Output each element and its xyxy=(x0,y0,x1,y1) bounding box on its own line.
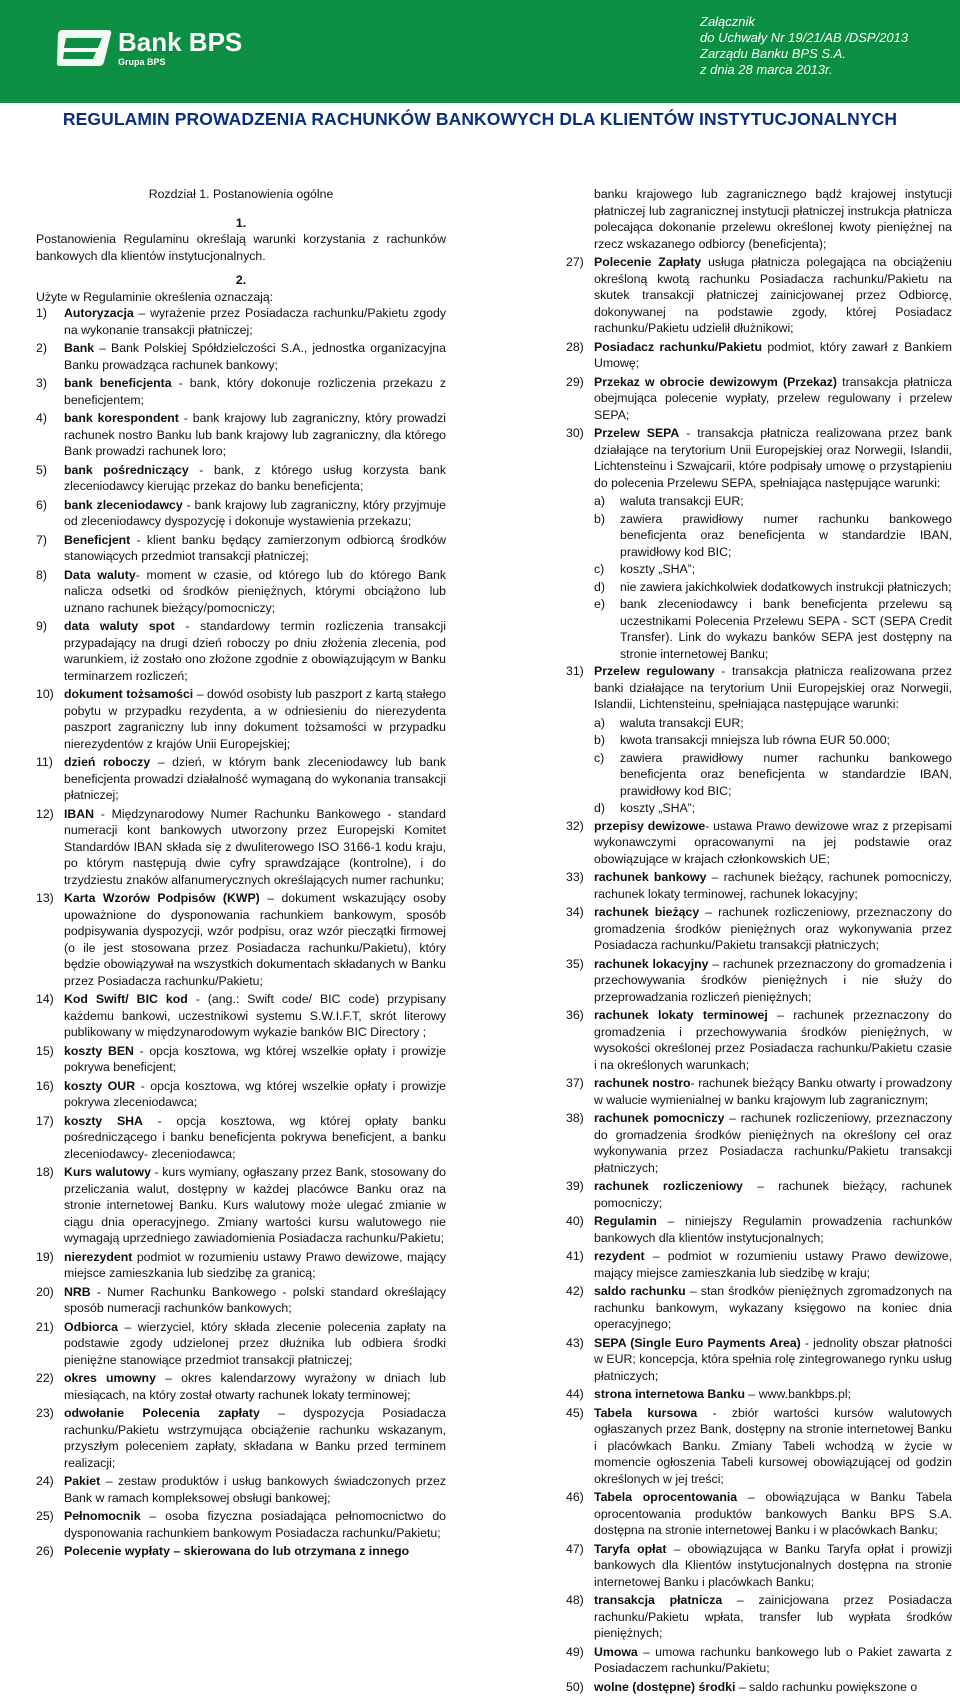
definition-text: - transakcja płatnicza realizowana przez bank działające na terytorium Unii Europejskiej oraz Norwegii, Islandii, Lichtensteinu i Szwajcarii, które podpisały umowę o przystąpieniu do polecenia Przelewu SEPA, spełniająca następujące warunki: xyxy=(594,426,952,490)
section-text: Postanowienia Regulaminu określają warunki korzystania z rachunków bankowych dla klientów instytucjonalnych. xyxy=(36,232,446,263)
definition-term: Taryfa opłat xyxy=(594,1541,667,1556)
definition-item xyxy=(36,890,446,989)
definition-text: – umowa rachunku bankowego lub o Pakiet zawarta z Posiadaczem rachunku/Pakietu; xyxy=(594,1644,952,1675)
definition-text: - opcja kosztowa, wg której opłaty banku pośredniczącego i banku beneficjenta pokrywa beneficjent, a banku zleceniodawcy- zleceniodawca; xyxy=(64,1113,446,1161)
definitions-list-left xyxy=(36,305,446,1560)
definition-item xyxy=(36,754,446,804)
sub-item-letter: a) xyxy=(594,494,605,508)
item-number: 11) xyxy=(36,755,53,769)
item-number: 30) xyxy=(566,426,584,440)
definition-term: Tabela oprocentowania xyxy=(594,1490,738,1504)
definition-text: transakcja płatnicza obejmująca polecenie wypłaty, przelew regulowany i przelew SEPA; xyxy=(594,374,952,422)
definition-item xyxy=(36,1249,446,1282)
item-number: 34) xyxy=(566,905,584,919)
sub-item xyxy=(594,750,952,800)
item-number: 43) xyxy=(566,1335,584,1350)
definition-term: Data waluty xyxy=(64,567,136,582)
definition-item xyxy=(36,806,446,889)
definition-term: rachunek bankowy xyxy=(594,870,707,884)
annex-line: Załącznik xyxy=(700,14,755,29)
item-number: 50) xyxy=(566,1679,584,1694)
definition-text: - ustawa Prawo dewizowe wraz z przepisami wykonawczymi opracowanymi na jej podstawie oraz obowiązujące w krajach członkowskich UE; xyxy=(594,818,953,866)
definition-item xyxy=(36,1113,446,1163)
definition-item xyxy=(36,991,446,1041)
annex-line: z dnia 28 marca 2013r. xyxy=(700,62,833,77)
brand-group: Grupa BPS xyxy=(118,57,166,67)
definition-term: bank korespondent xyxy=(64,411,179,425)
sub-item-text: waluta transakcji EUR; xyxy=(620,715,744,730)
definition-item xyxy=(566,1248,952,1281)
item-number: 17) xyxy=(36,1113,54,1128)
item-number: 8) xyxy=(36,567,47,582)
definition-text: – dowód osobisty lub paszport z kartą stałego pobytu w przypadku rezydenta, a w odniesieniu do nierezydenta paszport zagraniczny lub inny dokument tożsamości w przypadku nierezydentów z krajów Unii Europejskiej; xyxy=(64,687,446,751)
sub-item-letter: d) xyxy=(594,801,605,815)
definition-term: przepisy dewizowe xyxy=(594,818,706,833)
definition-term: rachunek lokaty terminowej xyxy=(594,1008,768,1022)
definition-item xyxy=(36,1284,446,1317)
definition-term: Umowa xyxy=(594,1644,638,1659)
definition-term: rachunek lokacyjny xyxy=(594,956,709,971)
item-number: 32) xyxy=(566,818,584,833)
definition-item xyxy=(36,1543,446,1560)
definition-text: - bank krajowy lub zagraniczny, który przyjmuje od zleceniodawcy dyspozycję i dokonuje wystawienia przekazu; xyxy=(64,497,446,528)
definition-term: dzień roboczy xyxy=(64,755,151,769)
definition-item xyxy=(566,339,952,372)
definition-item xyxy=(36,1164,446,1247)
definition-item xyxy=(566,254,952,337)
page-header xyxy=(0,0,960,103)
sub-item-text: koszty „SHA”; xyxy=(620,562,696,576)
definition-text: – Bank Polskiej Spółdzielczości S.A., jednostka organizacyjna Banku prowadząca rachunek bankowy; xyxy=(64,341,446,372)
definition-term: Przelew regulowany xyxy=(594,664,715,678)
definition-text: - (ang.: Swift code/ BIC code) przypisany każdemu bankowi, uczestnikowi systemu S.W.I.F.T, skrót literowy publikowany w międzynarodowym wykazie banków BIC Directory ; xyxy=(64,992,446,1039)
item-number: 12) xyxy=(36,806,54,821)
definition-term: Autoryzacja xyxy=(64,306,134,320)
definition-item xyxy=(36,567,446,617)
definition-text: - standardowy termin rozliczenia transakcji przypadający na drugi dzień roboczy po dniu złożenia zlecenia, pod warunkiem, iż zostało ono złożone zgodnie z obowiązującym w Banku terminarzem rozliczeń; xyxy=(64,619,446,683)
definition-term: transakcja płatnicza xyxy=(594,1593,723,1607)
item-number: 3) xyxy=(36,376,47,390)
sub-item-letter: c) xyxy=(594,562,605,576)
sub-item-letter: c) xyxy=(594,750,605,765)
definition-item xyxy=(36,1405,446,1471)
sub-item xyxy=(594,715,952,732)
sub-item xyxy=(594,732,952,749)
definition-item xyxy=(566,1007,952,1073)
definition-term: dokument tożsamości xyxy=(64,687,194,701)
sub-item xyxy=(594,493,952,510)
sub-item-letter: d) xyxy=(594,579,605,594)
definition-term: Polecenie Zapłaty xyxy=(594,255,702,269)
definition-item xyxy=(36,1043,446,1076)
definition-item xyxy=(566,1335,952,1385)
definition-text: – okres kalendarzowy wyrażony w dniach lub miesiącach, na który został otwarty rachunek lokaty terminowej; xyxy=(64,1371,446,1402)
definition-term: rachunek nostro xyxy=(594,1076,691,1090)
item-number: 21) xyxy=(36,1319,54,1334)
definition-text: – podmiot w rozumieniu ustawy Prawo dewizowe, mający miejsce zamieszkania lub siedzibę w kraju; xyxy=(594,1249,952,1280)
item-number: 39) xyxy=(566,1179,584,1193)
definition-item xyxy=(36,497,446,530)
definition-text: – zainicjowana przez Posiadacza rachunku/Pakietu wpłata, transfer lub wypłata środków pieniężnych; xyxy=(594,1593,952,1640)
definition-item xyxy=(566,904,952,954)
item-number: 10) xyxy=(36,687,54,701)
item-number: 20) xyxy=(36,1284,54,1299)
item-number: 19) xyxy=(36,1249,54,1264)
item-number: 44) xyxy=(566,1387,584,1401)
definition-item xyxy=(36,618,446,684)
sub-item xyxy=(594,596,952,662)
sub-item-letter: e) xyxy=(594,597,605,611)
item-number: 16) xyxy=(36,1078,54,1093)
sub-item-text: waluta transakcji EUR; xyxy=(620,494,744,508)
definition-item xyxy=(566,1075,952,1108)
sub-item xyxy=(594,800,952,817)
definition-term: Posiadacz rachunku/Pakietu xyxy=(594,339,762,354)
definition-item xyxy=(566,374,952,424)
definition-text: - zbiór wartości kursów walutowych ogłaszanych przez Bank, dostępny na stronie internetowej Banku i placówkach Banku. Zmiany Tabeli wchodzą w życie w momencie ogłoszenia Tabeli kursowej obowiązującej od godzin określonych w jej treści; xyxy=(594,1405,952,1486)
sub-item-letter: b) xyxy=(594,733,605,747)
brand-name: Bank BPS xyxy=(118,27,243,57)
definition-item xyxy=(36,375,446,408)
definition-term: rachunek bieżący xyxy=(594,905,700,919)
sub-item-text: koszty „SHA”; xyxy=(620,801,696,815)
definition-term: odwołanie Polecenia zapłaty xyxy=(64,1406,260,1420)
definition-text: - jednolity obszar płatności w EUR; koncepcja, która spełnia rolę zintegrowanego rynku usług płatniczych; xyxy=(594,1335,952,1383)
item-number: 26) xyxy=(36,1544,54,1558)
section-number: 2. xyxy=(235,273,247,287)
definition-term: data waluty spot xyxy=(64,619,175,633)
item-number: 47) xyxy=(566,1541,584,1556)
definition-item xyxy=(566,1110,952,1176)
definition-item xyxy=(36,410,446,460)
definition-text: – dzień, w którym bank zleceniodawcy lub bank beneficjenta prowadzi działalność wymaganą do wykonania transakcji płatniczej; xyxy=(64,755,447,802)
item-number: 25) xyxy=(36,1509,54,1523)
definitions-list-right xyxy=(566,254,952,1695)
definition-item xyxy=(566,663,952,713)
definition-text: – wyrażenie przez Posiadacza rachunku/Pakietu zgody na wykonanie transakcji płatniczej; xyxy=(64,306,446,337)
definition-item xyxy=(36,1319,446,1369)
chapter-heading: Rozdział 1. Postanowienia ogólne xyxy=(148,187,334,201)
definition-item xyxy=(566,1405,952,1488)
definition-item xyxy=(566,956,952,1006)
annex-note xyxy=(700,14,920,78)
section-number: 1. xyxy=(235,215,247,230)
definition-text: - opcja kosztowa, wg której wszelkie opłaty i prowizje pokrywa beneficjent; xyxy=(64,1043,446,1074)
item-number: 18) xyxy=(36,1165,54,1179)
item-number: 42) xyxy=(566,1284,584,1298)
definition-item xyxy=(36,305,446,338)
definition-item xyxy=(36,1508,446,1541)
definition-item xyxy=(36,1473,446,1506)
definition-item xyxy=(566,1213,952,1246)
annex-line: Zarządu Banku BPS S.A. xyxy=(700,46,846,61)
item-number: 31) xyxy=(566,664,584,678)
definition-term: Pełnomocnik xyxy=(64,1509,141,1523)
definition-term: strona internetowa Banku xyxy=(594,1387,746,1401)
definition-text: - transakcja płatnicza realizowana przez banki działające na terytorium Unii Europejskiej oraz Norwegii, Islandii, Lichtensteinu, spełniająca następujące warunki: xyxy=(594,664,952,711)
definition-term: Przekaz w obrocie dewizowym (Przekaz) xyxy=(594,374,837,389)
definition-text: - bank, który dokonuje rozliczenia przekazu z beneficjentem; xyxy=(64,376,446,407)
definition-item xyxy=(566,1283,952,1333)
bank-bps-logo-icon xyxy=(56,24,114,72)
item-number: 23) xyxy=(36,1406,54,1420)
item-number: 4) xyxy=(36,411,47,425)
definition-term: rachunek pomocniczy xyxy=(594,1111,725,1125)
definition-item xyxy=(36,1078,446,1111)
definition-term: Przelew SEPA xyxy=(594,426,680,440)
definition-text: - Numer Rachunku Bankowego - polski standard określający sposób numeracji rachunków bankowych; xyxy=(64,1284,446,1315)
definition-text: – rachunek bieżący, rachunek pomocniczy; xyxy=(594,1179,952,1210)
definition-term: Kod Swift/ BIC kod xyxy=(64,992,188,1006)
definition-text: – dyspozycja Posiadacza rachunku/Pakietu wstrzymująca obciążenie rachunku wskazanym, przyszłym poleceniem zapłaty, składana w Banku przed terminem realizacji; xyxy=(64,1406,446,1470)
definition-item xyxy=(566,1679,952,1696)
item-number: 1) xyxy=(36,306,47,320)
definition-term: wolne (dostępne) środki xyxy=(594,1679,736,1694)
definition-text: - kurs wymiany, ogłaszany przez Bank, stosowany do przeliczania walut, dostępny w każdej placówce Banku oraz na stronie internetowej Banku. Kurs walutowy może ulegać zmianie w ciągu dnia operacyjnego. Zmiany wartości kursu walutowego nie wymagają uprzedniego zawiadomienia Posiadacza rachunku/Pakietu; xyxy=(64,1165,446,1245)
left-column xyxy=(36,186,446,1562)
definition-text: – rachunek przeznaczony do gromadzenia i przechowywania środków pieniężnych, w wysokości określonej przez Posiadacza rachunku/Pakietu czasie i na określonych warunkach; xyxy=(594,1008,952,1072)
definition-text: – wierzyciel, który składa zlecenie polecenia zapłaty na podstawie zgody udzielonej przez dłużnika lub odbiera środki pieniężne stanowiące przedmiot transakcji płatniczej; xyxy=(64,1319,446,1367)
definition-text: – stan środków pieniężnych zgromadzonych na rachunku bankowym, wykazany księgowo na koniec dnia operacyjnego; xyxy=(594,1284,952,1331)
item-number: 7) xyxy=(36,532,47,547)
definition-term: bank beneficjenta xyxy=(64,376,172,390)
sub-item-letter: b) xyxy=(594,511,605,526)
item-number: 33) xyxy=(566,870,584,884)
definition-text: – obowiązująca w Banku Tabela oprocentowania produktów bankowych Banku BPS S.A. dostępna na stronie internetowej Banku i w placówkach Banku; xyxy=(594,1490,952,1537)
definition-text: – saldo rachunku powiększone o xyxy=(735,1679,918,1694)
item-number: 6) xyxy=(36,497,47,512)
definition-item xyxy=(36,686,446,752)
item-number: 9) xyxy=(36,619,47,633)
annex-line: do Uchwały Nr 19/21/AB /DSP/2013 xyxy=(700,30,909,45)
definition-item xyxy=(36,462,446,495)
definition-term: Polecenie wypłaty – skierowana do lub otrzymana z innego xyxy=(64,1544,410,1558)
definition-term: Odbiorca xyxy=(64,1319,118,1334)
definition-text: – osoba fizyczna posiadająca pełnomocnictwo do dysponowania rachunkiem bankowym Posiadacza rachunku/Pakietu; xyxy=(64,1509,446,1540)
item-number: 48) xyxy=(566,1593,584,1607)
item-number: 41) xyxy=(566,1249,584,1263)
item-number: 15) xyxy=(36,1043,54,1058)
document-title: REGULAMIN PROWADZENIA RACHUNKÓW BANKOWYCH DLA KLIENTÓW INSTYTUCJONALNYCH xyxy=(62,109,898,129)
sub-item-text: kwota transakcji mniejsza lub równa EUR 50.000; xyxy=(620,733,890,747)
item-number: 45) xyxy=(566,1405,584,1420)
definition-term: bank pośredniczący xyxy=(64,462,189,477)
item-number: 14) xyxy=(36,992,54,1006)
sub-item xyxy=(594,511,952,561)
definition-item xyxy=(566,1592,952,1642)
definition-term: rezydent xyxy=(594,1249,645,1263)
definition-term: nierezydent xyxy=(64,1249,133,1264)
definition-term: okres umowny xyxy=(64,1371,156,1385)
definition-term: koszty BEN xyxy=(64,1043,134,1058)
sub-item-text: zawiera prawidłowy numer rachunku bankowego beneficjenta oraz beneficjenta w standardzie IBAN, prawidłowy kod BIC; xyxy=(620,511,952,559)
item-number: 49) xyxy=(566,1644,584,1659)
definition-item xyxy=(566,425,952,491)
definition-text: - moment w czasie, od którego lub do którego Bank nalicza odsetki od środków pieniężnych, którymi obciążono lub uznano rachunek bieżący/pomocniczy; xyxy=(64,567,446,615)
definition-item xyxy=(36,1370,446,1403)
definition-item xyxy=(566,1541,952,1591)
definition-term: Bank xyxy=(64,341,95,355)
definition-item xyxy=(566,1489,952,1539)
continued-text: banku krajowego lub zagranicznego bądź krajowej instytucji płatniczej lub zagranicznej instytucji płatniczej instrukcja płatnicza polecająca dokonanie przelewu określonej kwoty pieniężnej na rzecz wskazanego odbiorcy (beneficjenta); xyxy=(594,187,952,251)
definition-term: Kurs walutowy xyxy=(64,1165,151,1179)
item-number: 36) xyxy=(566,1008,584,1022)
definition-text: usługa płatnicza polegająca na obciążeniu określoną kwotą rachunku Posiadacza rachunku/Pakietu na skutek transakcji płatniczej zainicjowanej przez Odbiorcę, dokonywanej na podstawie zgody, której Posiadacz rachunku/Pakietu udzielił dłużnikowi; xyxy=(594,255,952,335)
item-number: 27) xyxy=(566,255,584,269)
definition-text: - bank, z którego usług korzysta bank zleceniodawcy kierując przekaz do banku beneficjenta; xyxy=(64,462,446,493)
definition-text: – rachunek bieżący, rachunek pomocniczy, rachunek lokaty terminowej, rachunek lokacyjny; xyxy=(594,870,952,901)
definition-term: rachunek rozliczeniowy xyxy=(594,1179,743,1193)
definition-item xyxy=(566,1178,952,1211)
definition-term: Beneficjent xyxy=(64,532,131,547)
definition-term: koszty OUR xyxy=(64,1078,136,1093)
definition-text: – obowiązująca w Banku Taryfa opłat i prowizji bankowych dla Klientów instytucjonalnych dostępna na stronie internetowej Banku i placówkach Banku; xyxy=(594,1541,952,1589)
sub-item-letter: a) xyxy=(594,715,605,730)
definition-text: – dokument wskazujący osoby upoważnione do dysponowania rachunkiem bankowym, sposób podpisywania dyspozycji, wzór podpisu, oraz wzór pieczątki firmowej (o ile jest stosowana przez Posiadacza rachunku/Pakietu), który będzie obowiązywał na wszystkich dokumentach składanych w Banku przez Posiadacza rachunku/Pakietu; xyxy=(64,891,446,988)
definition-text: – rachunek rozliczeniowy, przeznaczony do gromadzenia środków pieniężnych oraz wykonywania przez Posiadacza rachunku/Pakietu transakcji płatniczych; xyxy=(594,905,952,952)
item-number: 24) xyxy=(36,1474,54,1488)
definition-item xyxy=(566,1644,952,1677)
item-number: 40) xyxy=(566,1214,584,1228)
item-number: 38) xyxy=(566,1111,584,1125)
definition-item xyxy=(36,532,446,565)
definition-term: NRB xyxy=(64,1284,91,1299)
definition-text: – rachunek rozliczeniowy, przeznaczony do gromadzenia środków pieniężnych na określony cel oraz wykonywania przez Posiadacza rachunku/Pakietu transakcji płatniczych; xyxy=(594,1111,952,1175)
definition-text: - Międzynarodowy Numer Rachunku Bankowego - standard numeracji kont bankowych utworzony przez Europejski Komitet Standardów IBAN składa się z dwuliterowego ISO 3166-1 kodu kraju, po którym następują dwie cyfry sprawdzające (kontrolne), i do trzydziestu znaków alfanumerycznych określających numer rachunku; xyxy=(64,806,446,887)
definition-text: - opcja kosztowa, wg której wszelkie opłaty i prowizje pokrywa zleceniodawca; xyxy=(64,1078,447,1109)
definition-item xyxy=(566,818,952,868)
definition-term: saldo rachunku xyxy=(594,1284,686,1298)
sub-item-text: bank zleceniodawcy i bank beneficjenta przelewu są uczestnikami Polecenia Przelewu SEPA - SCT (SEPA Credit Transfer). Link do wykazu banków SEPA jest dostępny na stronie internetowej Banku; xyxy=(620,597,952,661)
definition-text: - bank krajowy lub zagraniczny, który prowadzi rachunek nostro Banku lub bank krajowy lub zagraniczny, dla którego Bank prowadzi rachunek loro; xyxy=(64,411,446,458)
definition-text: – niniejszy Regulamin prowadzenia rachunków bankowych dla klientów instytucjonalnych; xyxy=(594,1214,952,1245)
item-number: 5) xyxy=(36,462,47,477)
sub-item xyxy=(594,579,952,596)
definition-term: koszty SHA xyxy=(64,1113,143,1128)
definition-text: podmiot, który zawarł z Bankiem Umowę; xyxy=(594,339,953,370)
sub-item-text: zawiera prawidłowy numer rachunku bankowego beneficjenta oraz beneficjenta w standardzie IBAN, prawidłowy kod BIC; xyxy=(620,750,952,798)
definition-text: - klient banku będący zamierzonym odbiorcą środków stanowiących przedmiot transakcji płatniczej; xyxy=(64,532,446,563)
definition-text: – www.bankbps.pl; xyxy=(745,1387,851,1401)
definition-term: Pakiet xyxy=(64,1474,101,1488)
item-number: 35) xyxy=(566,956,584,971)
item-number: 2) xyxy=(36,341,47,355)
item-number: 22) xyxy=(36,1371,54,1385)
item-number: 37) xyxy=(566,1076,584,1090)
item-number: 46) xyxy=(566,1490,584,1504)
definition-term: SEPA (Single Euro Payments Area) xyxy=(594,1335,801,1350)
definition-item xyxy=(566,869,952,902)
section-intro: Użyte w Regulaminie określenia oznaczają: xyxy=(36,289,274,304)
definition-item xyxy=(566,1386,952,1403)
item-number: 28) xyxy=(566,339,584,354)
item-number: 29) xyxy=(566,374,584,389)
definition-term: Karta Wzorów Podpisów (KWP) xyxy=(64,891,260,905)
definition-text: – zestaw produktów i usług bankowych świadczonych przez Bank w ramach kompleksowej obsługi bankowej; xyxy=(64,1474,446,1505)
definition-item xyxy=(36,340,446,373)
definition-term: IBAN xyxy=(64,806,95,821)
sub-item-text: nie zawiera jakichkolwiek dodatkowych instrukcji płatniczych; xyxy=(620,579,952,594)
right-column xyxy=(566,186,952,1697)
item-number: 13) xyxy=(36,891,54,905)
definition-text: - rachunek bieżący Banku otwarty i prowadzony w walucie wymienialnej w banku krajowym lub zagranicznym; xyxy=(594,1076,952,1107)
definition-text: – rachunek przeznaczony do gromadzenia i przechowywania środków pieniężnych i nie służy do przeprowadzania rozliczeń pieniężnych; xyxy=(594,956,952,1004)
definition-term: Tabela kursowa xyxy=(594,1405,698,1420)
definition-text: podmiot w rozumieniu ustawy Prawo dewizowe, mający miejsce zamieszkania lub siedzibę za granicą; xyxy=(64,1249,446,1280)
definition-term: Regulamin xyxy=(594,1214,657,1228)
definition-term: bank zleceniodawcy xyxy=(64,497,183,512)
bank-bps-logo xyxy=(56,24,243,74)
sub-item xyxy=(594,561,952,578)
